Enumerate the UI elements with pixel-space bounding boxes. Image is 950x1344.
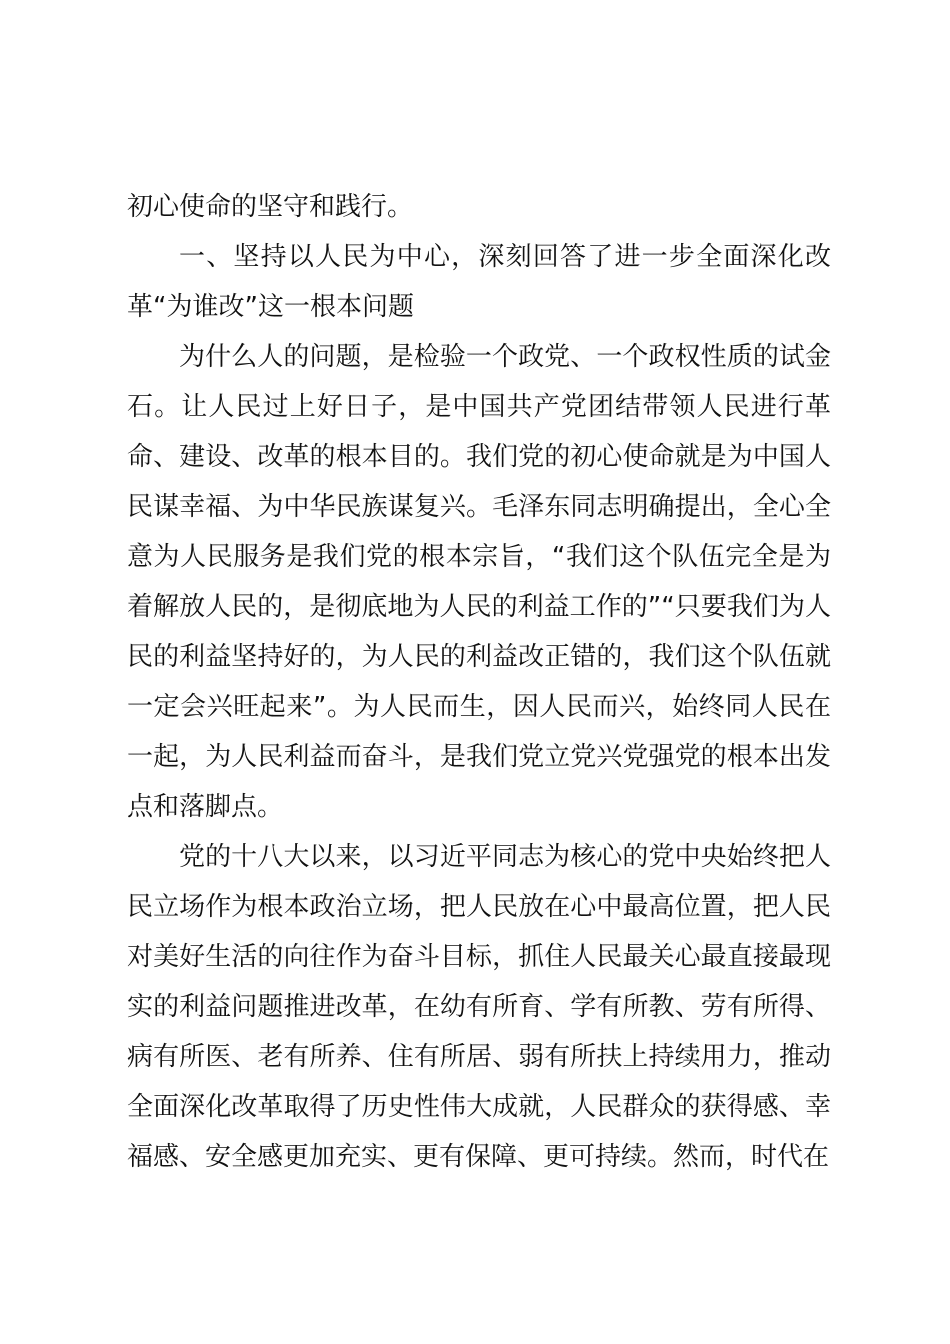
- paragraph-continuation: 初心使命的坚守和践行。: [127, 192, 414, 222]
- document-body: [127, 182, 831, 1182]
- paragraph-body: 党的十八大以来，以习近平同志为核心的党中央始终把人民立场作为根本政治立场，把人民放在心中最高位置，把人民对美好生活的向往作为奋斗目标，抓住人民最关心最直接最现实的利益问题推进改革，在幼有所育、学有所教、劳有所得、病有所医、老有所养、住有所居、弱有所扶上持续用力，推动全面深化改革取得了历史性伟大成就，人民群众的获得感、幸福感、安全感更加充实、更有保障、更可持续。然而，时代在: [127, 842, 831, 1172]
- paragraph-body: 为什么人的问题，是检验一个政党、一个政权性质的试金石。让人民过上好日子，是中国共产党团结带领人民进行革命、建设、改革的根本目的。我们党的初心使命就是为中国人民谋幸福、为中华民族谋复兴。毛泽东同志明确提出，全心全意为人民服务是我们党的根本宗旨，“我们这个队伍完全是为着解放人民的，是彻底地为人民的利益工作的”“只要我们为人民的利益坚持好的，为人民的利益改正错的，我们这个队伍就一定会兴旺起来”。为人民而生，因人民而兴，始终同人民在一起，为人民利益而奋斗，是我们党立党兴党强党的根本出发点和落脚点。: [127, 342, 831, 822]
- section-heading: 一、坚持以人民为中心，深刻回答了进一步全面深化改革“为谁改”这一根本问题: [127, 242, 831, 322]
